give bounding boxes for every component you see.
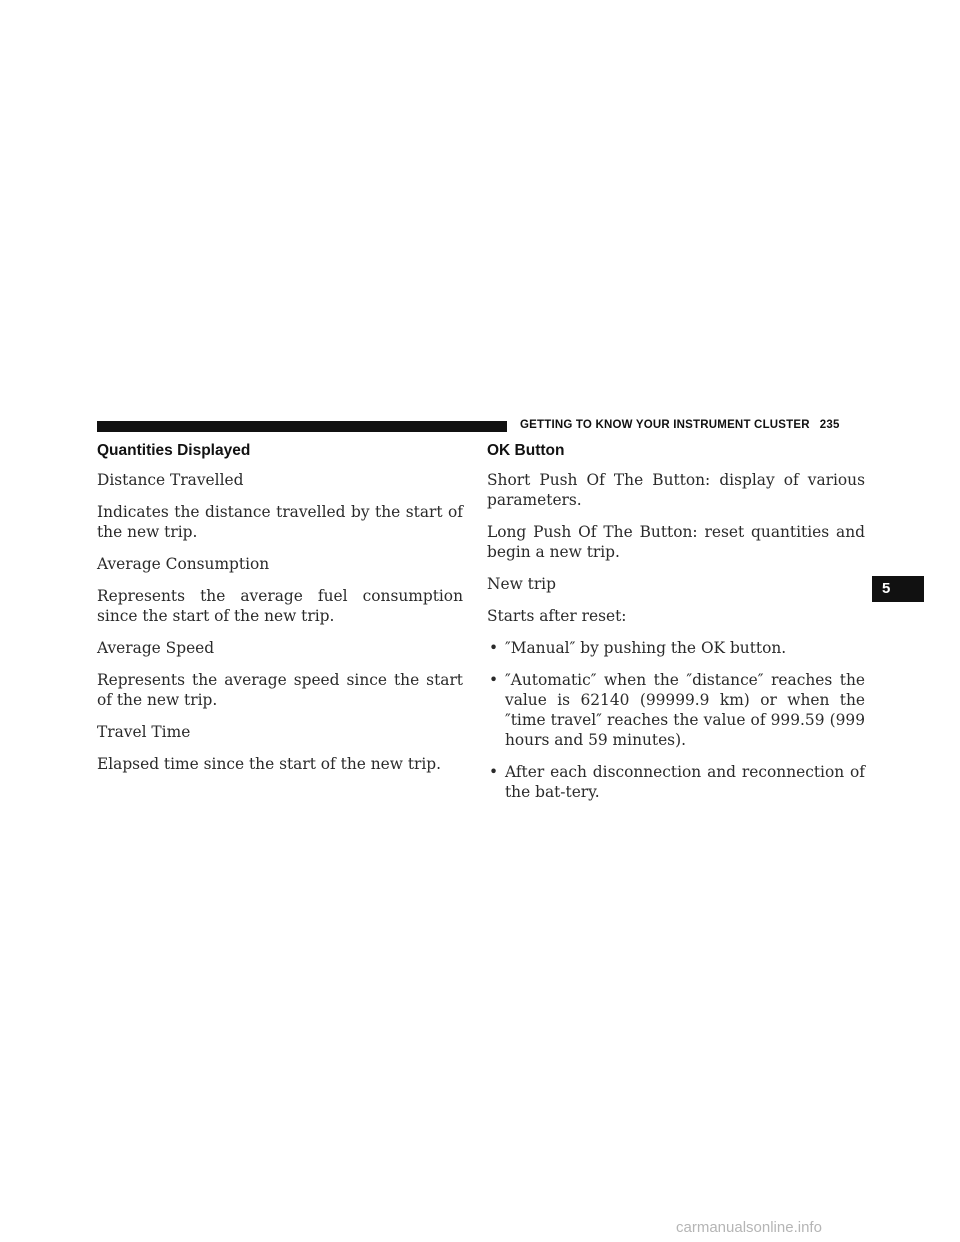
bullet-icon: • (489, 763, 499, 781)
heading-ok-button: OK Button (487, 442, 565, 459)
list-item-text: ″Manual″ by pushing the OK button. (505, 639, 787, 657)
bullet-icon: • (489, 639, 499, 657)
list-item (487, 638, 865, 658)
left-column (97, 441, 463, 786)
heading-quantities-displayed: Quantities Displayed (97, 442, 251, 459)
running-header (520, 419, 840, 431)
paragraph: Elapsed time since the start of the new trip. (97, 755, 442, 773)
list-item-text: ″Automatic″ when the ″distance″ reaches the value is 62140 (99999.9 km) or when the ″time travel″ reaches the value of 999.59 (999 hours and 59 minutes). (505, 671, 865, 749)
paragraph: Starts after reset: (487, 607, 627, 625)
section-title: GETTING TO KNOW YOUR INSTRUMENT CLUSTER (520, 419, 810, 431)
reset-conditions-list (487, 638, 865, 802)
paragraph: Represents the average fuel consumption since the start of the new trip. (97, 587, 463, 625)
paragraph: Indicates the distance travelled by the start of the new trip. (97, 503, 463, 541)
header-rule (97, 421, 507, 432)
list-item (487, 670, 865, 750)
site-watermark: carmanualsonline.info (676, 1219, 822, 1236)
subheading-new-trip: New trip (487, 575, 556, 593)
bullet-icon: • (489, 671, 499, 689)
right-column (487, 441, 865, 814)
chapter-tab: 5 (872, 576, 924, 602)
subheading-average-speed: Average Speed (97, 639, 215, 657)
list-item-text: After each disconnection and reconnection of the bat-tery. (505, 763, 865, 801)
subheading-average-consumption: Average Consumption (97, 555, 270, 573)
paragraph: Long Push Of The Button: reset quantities and begin a new trip. (487, 523, 865, 561)
subheading-distance-travelled: Distance Travelled (97, 471, 244, 489)
paragraph: Represents the average speed since the start of the new trip. (97, 671, 463, 709)
subheading-travel-time: Travel Time (97, 723, 191, 741)
list-item (487, 762, 865, 802)
page-number: 235 (819, 419, 840, 431)
paragraph: Short Push Of The Button: display of various parameters. (487, 471, 865, 509)
